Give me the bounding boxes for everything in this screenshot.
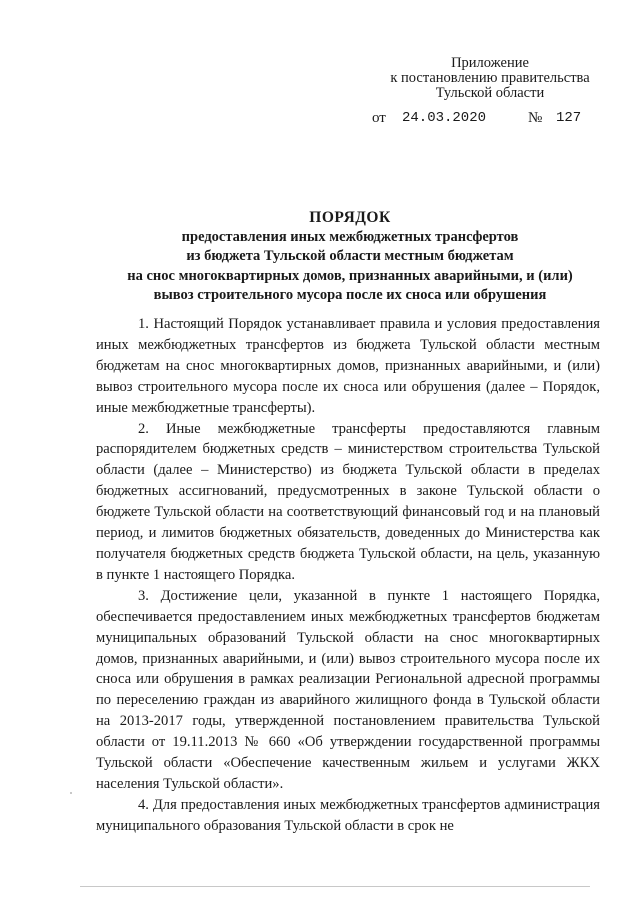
appendix-header bbox=[370, 56, 610, 101]
scan-dot-artifact bbox=[70, 792, 72, 794]
document-body bbox=[96, 314, 600, 837]
paragraph-2: 2. Иные межбюджетные трансферты предоставляются главным распорядителем бюджетных средств – министерством строительства Тульской области (далее – Министерство) из бюджета Тульской области в пределах бюджетных ассигнований, предусмотренных в законе Тульской области о бюджете Тульской области на соответствующий финансовый год и на плановый период, и лимитов бюджетных обязательств, доведенных до Министерства как получателя бюджетных средств бюджета Тульской области, на цель, указанную в пункте 1 настоящего Порядка. bbox=[96, 420, 600, 583]
title-line-3: на снос многоквартирных домов, признанных аварийными, и (или) bbox=[127, 267, 573, 284]
title-line-4: вывоз строительного мусора после их сноса или обрушения bbox=[153, 287, 547, 303]
decree-number: 127 bbox=[556, 110, 582, 126]
document-title bbox=[80, 208, 620, 306]
title-line-1: предоставления иных межбюджетных трансфертов bbox=[181, 228, 519, 245]
appendix-reference: к постановлению правительства bbox=[390, 70, 590, 86]
paragraph-3: 3. Достижение цели, указанной в пункте 1 настоящего Порядка, обеспечивается предоставлением иных межбюджетных трансфертов бюджетам муниципальных образований Тульской области на снос многоквартирных домов, признанных аварийными, и (или) вывоз строительного мусора после их сноса или обрушения в рамках реализации Региональной адресной программы по переселению граждан из аварийного жилищного фонда в Тульской области на 2013-2017 годы, утвержденной постановлением правительства Тульской области от 19.11.2013 № 660 «Об утверждении государственной программы Тульской области «Обеспечение качественным жильем и услугами ЖКХ населения Тульской области». bbox=[96, 587, 600, 792]
date-prefix: от bbox=[372, 110, 386, 126]
decree-date: 24.03.2020 bbox=[402, 110, 487, 126]
appendix-region: Тульской области bbox=[435, 85, 545, 101]
paragraph-4: 4. Для предоставления иных межбюджетных трансфертов администрация муниципального образования Тульской области в срок не bbox=[96, 796, 600, 834]
number-prefix: № bbox=[528, 110, 543, 126]
title-line-2: из бюджета Тульской области местным бюджетам bbox=[186, 248, 514, 264]
scan-edge-artifact bbox=[80, 886, 590, 887]
paragraph-1: 1. Настоящий Порядок устанавливает правила и условия предоставления иных межбюджетных трансфертов из бюджета Тульской области местным бюджетам на снос многоквартирных домов, признанных аварийными, и (или) вывоз строительного мусора после их сноса или обрушения (далее – Порядок, иные межбюджетные трансферты). bbox=[96, 316, 600, 416]
appendix-label: Приложение bbox=[451, 55, 529, 71]
title-main: ПОРЯДОК bbox=[309, 209, 391, 226]
decree-date-number bbox=[372, 110, 582, 206]
